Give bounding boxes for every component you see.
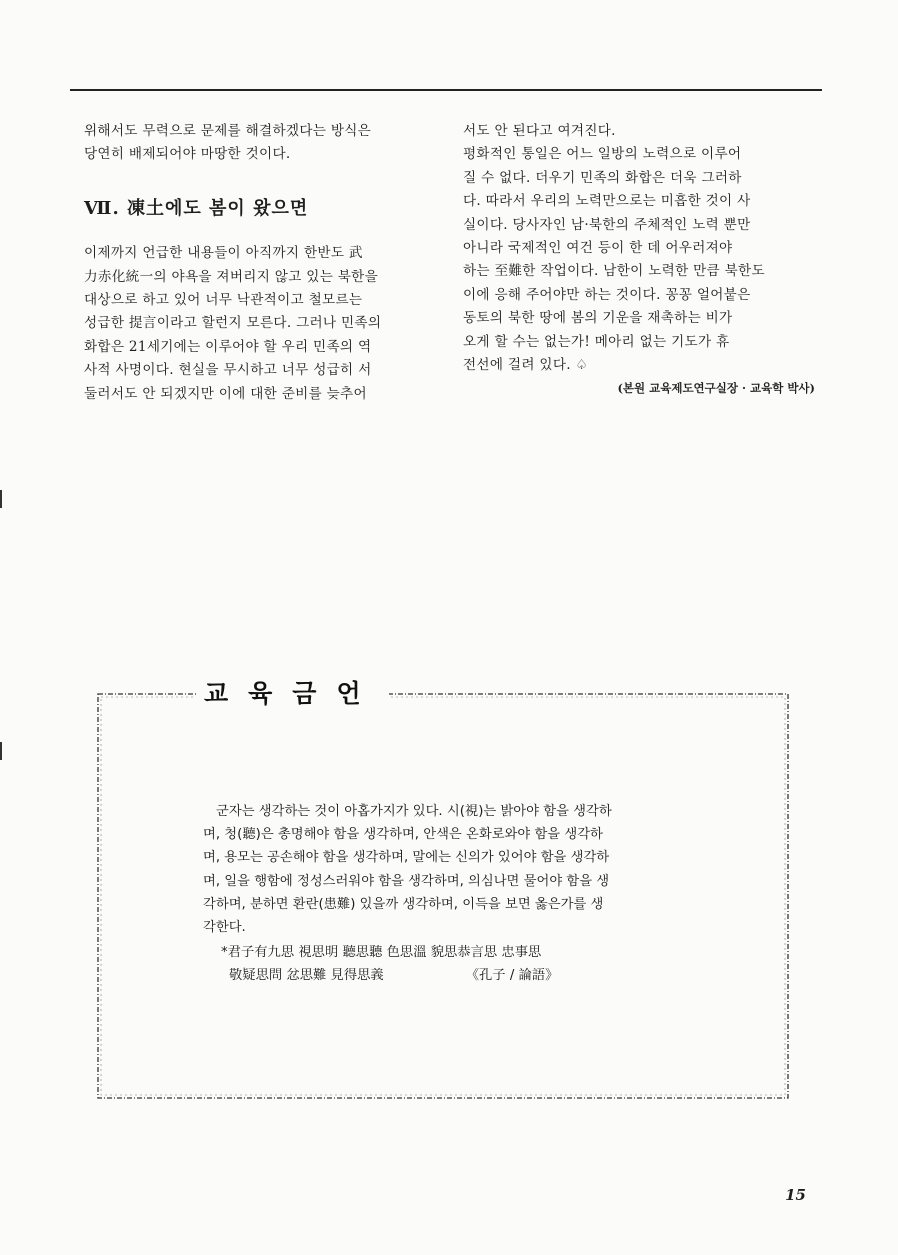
text-line: 당연히 배제되어야 마땅한 것이다.	[84, 146, 291, 163]
scan-edge-mark	[0, 742, 2, 760]
text-line: 이제까지 언급한 내용들이 아직까지 한반도 武	[84, 245, 363, 262]
text-line: 동토의 북한 땅에 봄의 기운을 재촉하는 비가	[463, 310, 733, 327]
text-line: 며, 일을 행함에 정성스러워야 함을 생각하며, 의심나면 물어야 함을 생	[203, 873, 610, 889]
left-column	[84, 120, 436, 406]
text-line: 다. 따라서 우리의 노력만으로는 미흡한 것이 사	[463, 193, 751, 210]
text-line: 이에 응해 주어야만 하는 것이다. 꽁꽁 얼어붙은	[463, 286, 751, 303]
text-line: 오게 할 수는 없는가! 메아리 없는 기도가 휴	[463, 333, 730, 350]
proverb-box	[96, 679, 790, 1100]
text-line: 대상으로 하고 있어 너무 낙관적이고 철모르는	[84, 292, 363, 309]
classical-quote	[203, 941, 695, 987]
text-line: 각하며, 분하면 환란(患難) 있을까 생각하며, 이득을 보면 옳은가를 생	[203, 896, 604, 912]
right-column	[463, 120, 815, 401]
page-number: 15	[785, 1186, 806, 1204]
text-line: 위해서도 무력으로 문제를 해결하겠다는 방식은	[84, 123, 372, 139]
text-line: 군자는 생각하는 것이 아홉가지가 있다. 시(視)는 밝아야 함을 생각하	[216, 804, 612, 819]
scan-edge-mark	[0, 490, 2, 508]
author-byline: (본원 교육제도연구실장 · 교육학 박사)	[617, 381, 815, 396]
quote-line: *君子有九思 視思明 聽思聽 色思溫 貌思恭言思 忠事思	[221, 945, 542, 961]
left-para-2	[84, 242, 436, 406]
text-line: 각한다.	[203, 920, 246, 936]
header-rule	[70, 89, 822, 91]
text-line: 화합은 21세기에는 이루어야 할 우리 민족의 역	[84, 338, 372, 355]
section-heading: Ⅶ. 凍土에도 봄이 왔으면	[84, 197, 309, 219]
left-para-1	[84, 120, 436, 167]
text-line: 전선에 걸려 있다. ♤	[463, 357, 588, 374]
text-line: 며, 용모는 공손해야 함을 생각하며, 말에는 신의가 있어야 함을 생각하	[203, 850, 610, 866]
text-line: 하는 至難한 작업이다. 남한이 노력한 만큼 북한도	[463, 263, 765, 280]
box-body	[203, 800, 695, 988]
right-para-2	[463, 143, 815, 377]
text-line: 둘러서도 안 되겠지만 이에 대한 준비를 늦추어	[84, 385, 367, 402]
text-line: 평화적인 통일은 어느 일방의 노력으로 이루어	[463, 146, 742, 163]
text-line: 아니라 국제적인 여건 등이 한 데 어우러져야	[463, 240, 733, 257]
text-line: 며, 청(聽)은 총명해야 함을 생각하며, 안색은 온화로와야 함을 생각하	[203, 827, 603, 843]
text-line: 사적 사명이다. 현실을 무시하고 너무 성급히 서	[84, 362, 372, 379]
box-title: 교육금언	[196, 674, 389, 710]
text-line: 실이다. 당사자인 남·북한의 주체적인 노력 뿐만	[463, 216, 751, 233]
quote-text: 敬疑思問 忿思難 見得思義	[229, 968, 384, 984]
quote-line	[203, 964, 695, 987]
text-line: 질 수 없다. 더우기 민족의 화합은 더욱 그러하	[463, 169, 742, 186]
text-line: 성급한 提言이라고 할런지 모른다. 그러나 민족의	[84, 315, 382, 332]
quote-source: 《孔子 / 論語》	[465, 968, 559, 984]
text-line: 力赤化統一의 야욕을 져버리지 않고 있는 북한을	[84, 268, 379, 285]
text-line: 서도 안 된다고 여겨진다.	[463, 123, 616, 139]
